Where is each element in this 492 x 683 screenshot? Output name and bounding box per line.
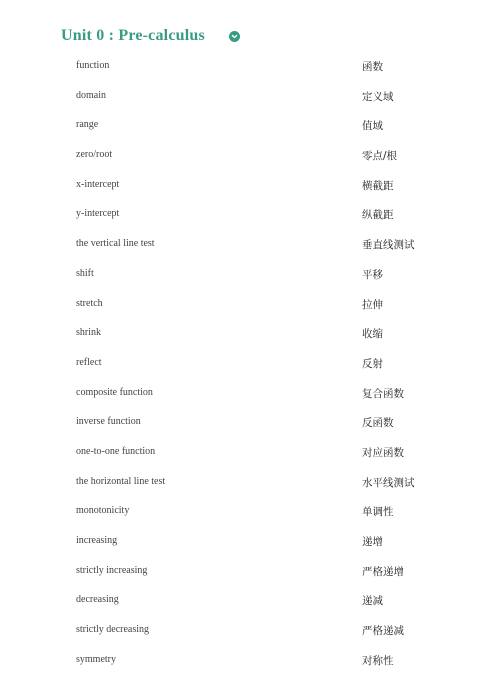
vocab-row [0, 318, 492, 348]
vocab-term: reflect [76, 356, 102, 368]
vocab-term: strictly decreasing [76, 624, 150, 636]
vocab-row [0, 615, 492, 645]
vocab-translation: 反函数 [362, 417, 394, 430]
vocab-term: strictly increasing [76, 564, 148, 576]
vocab-translation: 纵截距 [362, 209, 394, 222]
chevron-down-circle-icon[interactable] [229, 31, 240, 42]
vocab-term: domain [76, 89, 106, 101]
vocab-row [0, 51, 492, 81]
vocab-term: composite function [76, 386, 153, 398]
vocab-term: zero/root [76, 149, 113, 161]
vocab-row [0, 645, 492, 675]
vocab-row [0, 467, 492, 497]
vocab-term: x-intercept [76, 178, 120, 190]
vocab-translation: 递增 [362, 536, 383, 548]
vocab-row [0, 585, 492, 615]
vocab-translation: 定义域 [362, 90, 394, 103]
vocab-row [0, 556, 492, 586]
vocab-row [0, 110, 492, 140]
vocab-term: the vertical line test [76, 238, 155, 250]
vocab-term: range [76, 119, 99, 131]
vocab-term: decreasing [76, 594, 119, 606]
unit-header [61, 25, 240, 47]
vocab-translation: 复合函数 [362, 387, 404, 400]
vocab-translation: 对称性 [362, 654, 394, 667]
vocab-translation: 单调性 [362, 506, 394, 519]
vocab-term: monotonicity [76, 505, 130, 517]
vocab-term: shift [76, 267, 94, 279]
vocab-translation: 零点/根 [362, 150, 398, 163]
vocab-term: y-intercept [76, 208, 120, 220]
vocab-translation: 函数 [362, 61, 383, 73]
vocab-row [0, 170, 492, 200]
vocab-translation: 垂直线测试 [362, 239, 415, 252]
vocab-term: the horizontal line test [76, 475, 166, 487]
vocab-term: shrink [76, 327, 101, 339]
vocab-translation: 拉伸 [362, 298, 383, 311]
vocab-term: increasing [76, 535, 118, 546]
vocab-translation: 水平线测试 [362, 476, 415, 489]
vocab-row [0, 140, 492, 170]
vocab-term: one-to-one function [76, 445, 156, 457]
unit-title: Unit 0 : Pre-calculus [61, 27, 205, 44]
vocab-translation: 对应函数 [362, 446, 404, 459]
vocab-row [0, 199, 492, 229]
vocab-row [0, 259, 492, 289]
vocab-translation: 严格递减 [362, 625, 404, 638]
vocab-translation: 平移 [362, 268, 383, 281]
vocab-translation: 值域 [362, 120, 383, 133]
vocab-term: stretch [76, 297, 103, 309]
vocab-translation: 严格递增 [362, 565, 404, 578]
vocab-row [0, 229, 492, 259]
vocab-term: inverse function [76, 416, 141, 428]
vocab-row [0, 289, 492, 319]
vocab-term: function [76, 60, 110, 71]
vocab-term: symmetry [76, 653, 116, 665]
vocab-list [0, 51, 492, 674]
vocab-row [0, 407, 492, 437]
vocab-translation: 反射 [362, 357, 383, 370]
vocab-row [0, 348, 492, 378]
vocab-translation: 横截距 [362, 179, 394, 192]
vocab-row [0, 437, 492, 467]
vocab-row [0, 526, 492, 556]
vocab-translation: 收缩 [362, 328, 383, 341]
vocab-row [0, 496, 492, 526]
vocab-row [0, 378, 492, 408]
vocab-translation: 递减 [362, 595, 383, 608]
vocab-row [0, 81, 492, 111]
